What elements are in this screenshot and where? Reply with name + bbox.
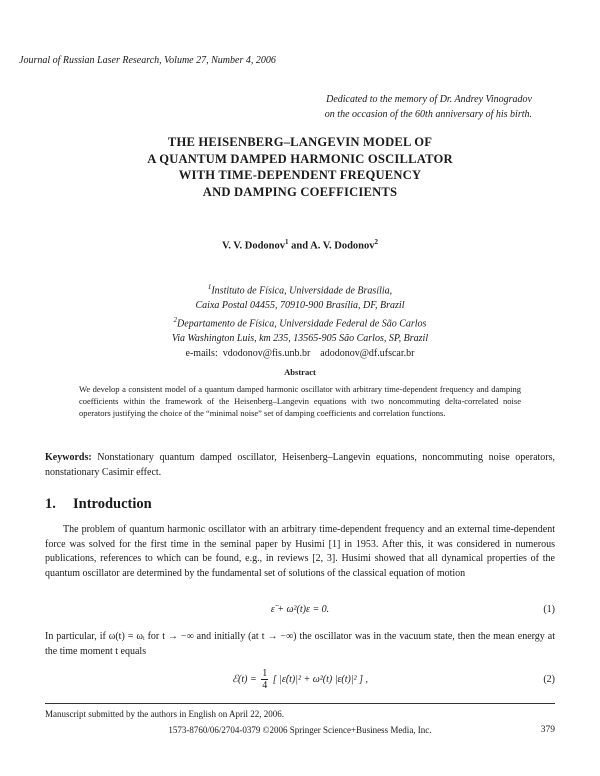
section-heading bbox=[45, 496, 152, 513]
equation-2-rhs: [ |ε̇(t)|² + ω²(t) |ε(t)|² ] , bbox=[272, 673, 369, 685]
title-line-4: AND DAMPING COEFFICIENTS bbox=[202, 184, 398, 199]
fraction-numerator: 1 bbox=[262, 668, 268, 679]
fraction-denominator: 4 bbox=[262, 680, 268, 691]
copyright-line: 1573-8760/06/2704-0379 ©2006 Springer Science+Business Media, Inc. bbox=[168, 725, 432, 735]
paper-title bbox=[0, 134, 600, 200]
title-line-2: A QUANTUM DAMPED HARMONIC OSCILLATOR bbox=[147, 151, 453, 166]
equation-1-body: ε̈ + ω²(t)ε = 0. bbox=[270, 604, 330, 615]
equation-2-body bbox=[45, 668, 555, 691]
affil-1-marker: 1 bbox=[207, 283, 212, 291]
affil-2-marker: 2 bbox=[173, 316, 178, 325]
title-line-1: THE HEISENBERG–LANGEVIN MODEL OF bbox=[167, 135, 433, 149]
section-number: 1. bbox=[45, 496, 56, 512]
equation-2-fraction bbox=[261, 668, 268, 691]
emails-label: e-mails: bbox=[185, 347, 218, 359]
keywords bbox=[45, 451, 555, 480]
equation-2-number: (2) bbox=[543, 674, 555, 685]
paragraph-1: The problem of quantum harmonic oscillator with an arbitrary time-dependent frequency and an external time-dependent force was solved for the first time in the seminal paper by Husimi [1] in 1953. After this, it was considered in numerous publications, references to which can be found, e.g., in reviews [2, 3]. Husimi showed that all dynamical properties of the quantum oscillator are determined by the fundamental set of solutions of the classical equation of motion bbox=[45, 524, 555, 579]
title-line-3: WITH TIME-DEPENDENT FREQUENCY bbox=[178, 168, 422, 182]
equation-2-lhs: ℰ(t) = bbox=[231, 673, 257, 685]
section-title: Introduction bbox=[73, 496, 152, 512]
affil-1-line-1: Instituto de Física, Universidade de Brasília, bbox=[211, 285, 393, 297]
abstract-heading: Abstract bbox=[284, 367, 316, 377]
equation-1-number: (1) bbox=[543, 604, 555, 615]
email-2[interactable]: adodonov@df.ufscar.br bbox=[320, 347, 415, 359]
author-1-affil: 1 bbox=[285, 238, 289, 246]
journal-header: Journal of Russian Laser Research, Volume 27, Number 4, 2006 bbox=[19, 55, 276, 66]
dedication-line-2: on the occasion of the 60th anniversary of his birth. bbox=[324, 109, 532, 120]
emails-line bbox=[0, 347, 600, 362]
author-2: A. V. Dodonov bbox=[310, 240, 375, 252]
footnote-divider bbox=[45, 703, 555, 704]
author-2-affil: 2 bbox=[374, 238, 379, 246]
manuscript-note: Manuscript submitted by the authors in English on April 22, 2006. bbox=[45, 709, 284, 719]
page-number: 379 bbox=[540, 725, 555, 735]
keywords-text: Nonstationary quantum damped oscillator, Heisenberg–Langevin equations, noncommuting noise operators, nonstationary Casimir effect. bbox=[45, 452, 556, 478]
abstract-text: We develop a consistent model of a quantum damped harmonic oscillator with arbitrary time-dependent frequency and damping coefficients within the framework of the Heisenberg–Langevin equations with two noncommuting delta-correlated noise operators justifying the choice of the “minimal noise” set of damping coefficients and correlation functions. bbox=[79, 384, 521, 419]
dedication-line-1: Dedicated to the memory of Dr. Andrey Vinogradov bbox=[326, 94, 532, 105]
keywords-label: Keywords: bbox=[45, 452, 92, 463]
authors-and: and bbox=[291, 240, 309, 252]
authors bbox=[0, 238, 600, 252]
affil-2-line-1: Departamento de Física, Universidade Federal de São Carlos bbox=[177, 318, 427, 330]
email-1[interactable]: vdodonov@fis.unb.br bbox=[222, 347, 311, 359]
affil-2-line-2: Via Washington Luis, km 235, 13565-905 São Carlos, SP, Brazil bbox=[171, 333, 429, 345]
affiliations bbox=[0, 280, 600, 361]
paragraph-2: In particular, if ω(t) = ωᵢ for t → −∞ and initially (at t → −∞) the oscillator was in the vacuum state, then the mean energy at the time moment t equals bbox=[45, 631, 555, 657]
affil-1-line-2: Caixa Postal 04455, 70910-900 Brasília, DF, Brazil bbox=[195, 299, 405, 311]
author-1: V. V. Dodonov bbox=[221, 240, 286, 252]
dedication bbox=[325, 92, 532, 122]
